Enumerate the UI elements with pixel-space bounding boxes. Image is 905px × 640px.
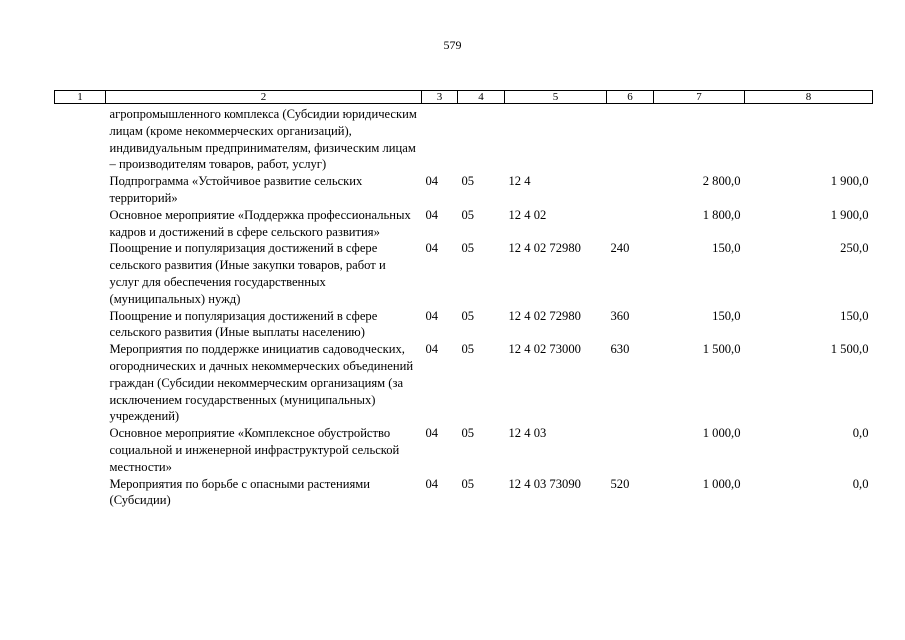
section-code: 04 [425, 207, 439, 222]
row-number-cell [55, 476, 106, 510]
amount-year-1: 1 800,0 [702, 207, 741, 222]
column-header: 7 [654, 91, 745, 104]
target-article-code: 12 4 02 73000 [508, 342, 581, 357]
target-article-code: 12 4 02 72980 [508, 308, 581, 323]
amount-year-1: 150,0 [712, 241, 741, 256]
table-header-row [55, 91, 873, 104]
expense-type-code [607, 104, 654, 174]
column-header: 6 [607, 91, 654, 104]
amount-year-1: 1 500,0 [702, 342, 741, 357]
table-row [55, 476, 873, 510]
expense-type-code [607, 425, 654, 475]
section-code: 04 [425, 342, 439, 357]
expense-type-code: 360 [610, 308, 630, 323]
amount-year-2: 0,0 [852, 426, 869, 441]
budget-table [54, 90, 873, 509]
table-row [55, 207, 873, 241]
row-number-cell [55, 173, 106, 207]
column-header: 8 [745, 91, 873, 104]
target-article-code: 12 4 02 72980 [508, 241, 581, 256]
table-row [55, 173, 873, 207]
subsection-code: 05 [461, 476, 475, 491]
table-row [55, 240, 873, 307]
amount-year-1: 2 800,0 [702, 174, 741, 189]
column-header: 2 [106, 91, 422, 104]
amount-year-1: 1 000,0 [702, 476, 741, 491]
subsection-code: 05 [461, 207, 475, 222]
row-number-cell [55, 308, 106, 342]
page-number: 579 [443, 38, 462, 52]
amount-year-2: 1 500,0 [830, 342, 869, 357]
amount-year-2: 0,0 [852, 476, 869, 491]
item-name: Мероприятия по борьбе с опасными растениями (Субсидии) [109, 476, 370, 508]
column-header: 4 [458, 91, 505, 104]
item-name: Поощрение и популяризация достижений в сфере сельского развития (Иные выплаты населению) [109, 308, 378, 340]
section-code: 04 [425, 241, 439, 256]
target-article-code [505, 104, 607, 174]
item-name: Мероприятия по поддержке инициатив садоводческих, огороднических и дачных некоммерческих объединений граждан (Субсидии некоммерческим организациям (за исключением государственных (муниципальных) учреждений) [109, 342, 414, 424]
target-article-code: 12 4 02 [508, 207, 547, 222]
item-name: агропромышленного комплекса (Субсидии юридическим лицам (кроме некоммерческих организаций), индивидуальным предпринимателям, физическим лицам – производителям товаров, работ, услуг) [109, 107, 417, 172]
table-row [55, 104, 873, 174]
target-article-code: 12 4 03 73090 [508, 476, 581, 491]
column-header: 1 [55, 91, 106, 104]
target-article-code: 12 4 03 [508, 426, 547, 441]
expense-type-code [607, 207, 654, 241]
expense-type-code: 630 [610, 342, 630, 357]
expense-type-code: 240 [610, 241, 630, 256]
expense-type-code: 520 [610, 476, 630, 491]
amount-year-2: 250,0 [840, 241, 869, 256]
table-row [55, 308, 873, 342]
column-header: 5 [505, 91, 607, 104]
section-code: 04 [425, 426, 439, 441]
subsection-code: 05 [461, 342, 475, 357]
table-row [55, 341, 873, 425]
section-code: 04 [425, 174, 439, 189]
item-name: Поощрение и популяризация достижений в сфере сельского развития (Иные закупки товаров, работ и услуг для обеспечения государственных (муниципальных) нужд) [109, 241, 386, 306]
item-name: Подпрограмма «Устойчивое развитие сельских территорий» [109, 174, 363, 205]
column-header: 3 [422, 91, 458, 104]
amount-year-1 [654, 104, 745, 174]
subsection-code: 05 [461, 426, 475, 441]
item-name: Основное мероприятие «Комплексное обустройство социальной и инженерной инфраструктурой сельской местности» [109, 426, 400, 474]
section-code: 04 [425, 308, 439, 323]
subsection-code [458, 104, 505, 174]
section-code: 04 [425, 476, 439, 491]
amount-year-2: 1 900,0 [830, 174, 869, 189]
target-article-code: 12 4 [508, 174, 531, 189]
row-number-cell [55, 104, 106, 174]
amount-year-1: 1 000,0 [702, 426, 741, 441]
subsection-code: 05 [461, 174, 475, 189]
amount-year-2: 150,0 [840, 308, 869, 323]
amount-year-2: 1 900,0 [830, 207, 869, 222]
row-number-cell [55, 207, 106, 241]
amount-year-2 [745, 104, 873, 174]
row-number-cell [55, 425, 106, 475]
table-row [55, 425, 873, 475]
subsection-code: 05 [461, 308, 475, 323]
section-code [422, 104, 458, 174]
item-name: Основное мероприятие «Поддержка профессиональных кадров и достижений в сфере сельского развития» [109, 207, 411, 239]
row-number-cell [55, 341, 106, 425]
row-number-cell [55, 240, 106, 307]
expense-type-code [607, 173, 654, 207]
subsection-code: 05 [461, 241, 475, 256]
amount-year-1: 150,0 [712, 308, 741, 323]
